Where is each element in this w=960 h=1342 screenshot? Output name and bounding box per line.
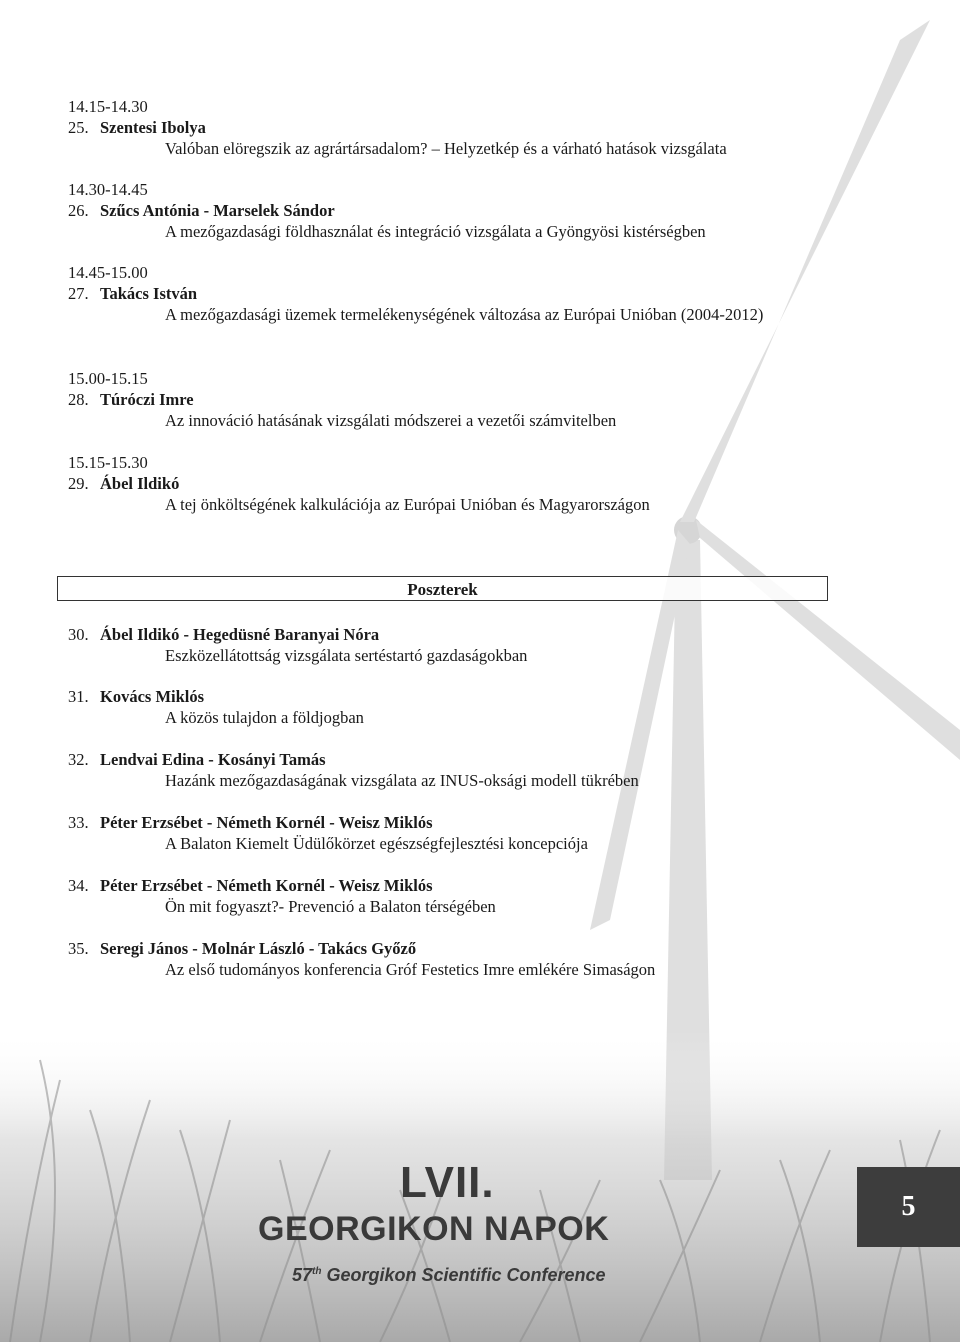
presentation-title: A mezőgazdasági üzemek termelékenységének változása az Európai Unióban (2004-2012): [165, 305, 764, 324]
presentation-title: Az innováció hatásának vizsgálati módszerei a vezetői számvitelben: [165, 411, 617, 430]
presentation-title: A mezőgazdasági földhasználat és integráció vizsgálata a Gyöngyösi kistérségben: [165, 222, 706, 241]
entry-number: 34.: [68, 876, 89, 895]
poster-title: Eszközellátottság vizsgálata sertéstartó gazdaságokban: [165, 646, 528, 665]
poster-entry-30: [68, 624, 838, 666]
presentation-title: Valóban elöregszik az agrártársadalom? – Helyzetkép és a várható hatások vizsgálata: [165, 139, 727, 158]
author-name: Szentesi Ibolya: [100, 118, 206, 137]
poster-title: Ön mit fogyaszt?- Prevenció a Balaton térségében: [165, 897, 496, 916]
conference-tagline: [292, 1265, 606, 1286]
schedule-entry-25: [68, 96, 838, 159]
author-name: Ábel Ildikó: [100, 474, 180, 493]
time-slot: 15.15-15.30: [68, 453, 148, 472]
entry-number: 32.: [68, 750, 89, 769]
schedule-entry-27: [68, 262, 838, 325]
schedule-entry-29: [68, 452, 838, 515]
entry-number: 26.: [68, 201, 89, 220]
poster-title: Az első tudományos konferencia Gróf Festetics Imre emlékére Simaságon: [165, 960, 656, 979]
author-name: Szűcs Antónia - Marselek Sándor: [100, 201, 335, 220]
tagline-ordinal: th: [312, 1266, 322, 1277]
page-number: 5: [901, 1191, 916, 1222]
poster-entry-34: [68, 875, 838, 917]
entry-number: 31.: [68, 687, 89, 706]
tagline-number: 57: [292, 1265, 313, 1285]
entry-number: 29.: [68, 474, 89, 493]
entry-number: 25.: [68, 118, 89, 137]
author-name: Lendvai Edina - Kosányi Tamás: [100, 750, 326, 769]
entry-number: 27.: [68, 284, 89, 303]
poster-entry-31: [68, 686, 838, 728]
entry-number: 33.: [68, 813, 89, 832]
author-name: Ábel Ildikó - Hegedüsné Baranyai Nóra: [100, 625, 380, 644]
tagline-text: Georgikon Scientific Conference: [321, 1265, 606, 1285]
conference-edition: LVII.: [400, 1158, 495, 1207]
time-slot: 15.00-15.15: [68, 369, 148, 388]
author-name: Seregi János - Molnár László - Takács Győző: [100, 939, 417, 958]
author-name: Kovács Miklós: [100, 687, 205, 706]
entry-number: 30.: [68, 625, 89, 644]
schedule-entry-28: [68, 368, 838, 431]
poster-title: A Balaton Kiemelt Üdülőkörzet egészségfejlesztési koncepciója: [165, 834, 588, 853]
posters-heading-box: [57, 576, 828, 601]
author-name: Takács István: [100, 284, 198, 303]
author-name: Túróczi Imre: [100, 390, 194, 409]
time-slot: 14.15-14.30: [68, 97, 148, 116]
author-name: Péter Erzsébet - Németh Kornél - Weisz Miklós: [100, 813, 433, 832]
entry-number: 28.: [68, 390, 89, 409]
author-name: Péter Erzsébet - Németh Kornél - Weisz Miklós: [100, 876, 433, 895]
poster-entry-32: [68, 749, 838, 791]
presentation-title: A tej önköltségének kalkulációja az Európai Unióban és Magyarországon: [165, 495, 650, 514]
conference-name: GEORGIKON NAPOK: [258, 1210, 610, 1248]
poster-entry-33: [68, 812, 838, 854]
entry-number: 35.: [68, 939, 89, 958]
poster-title: Hazánk mezőgazdaságának vizsgálata az INUS-oksági modell tükrében: [165, 771, 639, 790]
time-slot: 14.30-14.45: [68, 180, 148, 199]
poster-entry-35: [68, 938, 838, 980]
poster-title: A közös tulajdon a földjogban: [165, 708, 364, 727]
posters-heading: Poszterek: [407, 580, 478, 599]
time-slot: 14.45-15.00: [68, 263, 148, 282]
schedule-entry-26: [68, 179, 838, 242]
page-number-box: [857, 1167, 960, 1247]
